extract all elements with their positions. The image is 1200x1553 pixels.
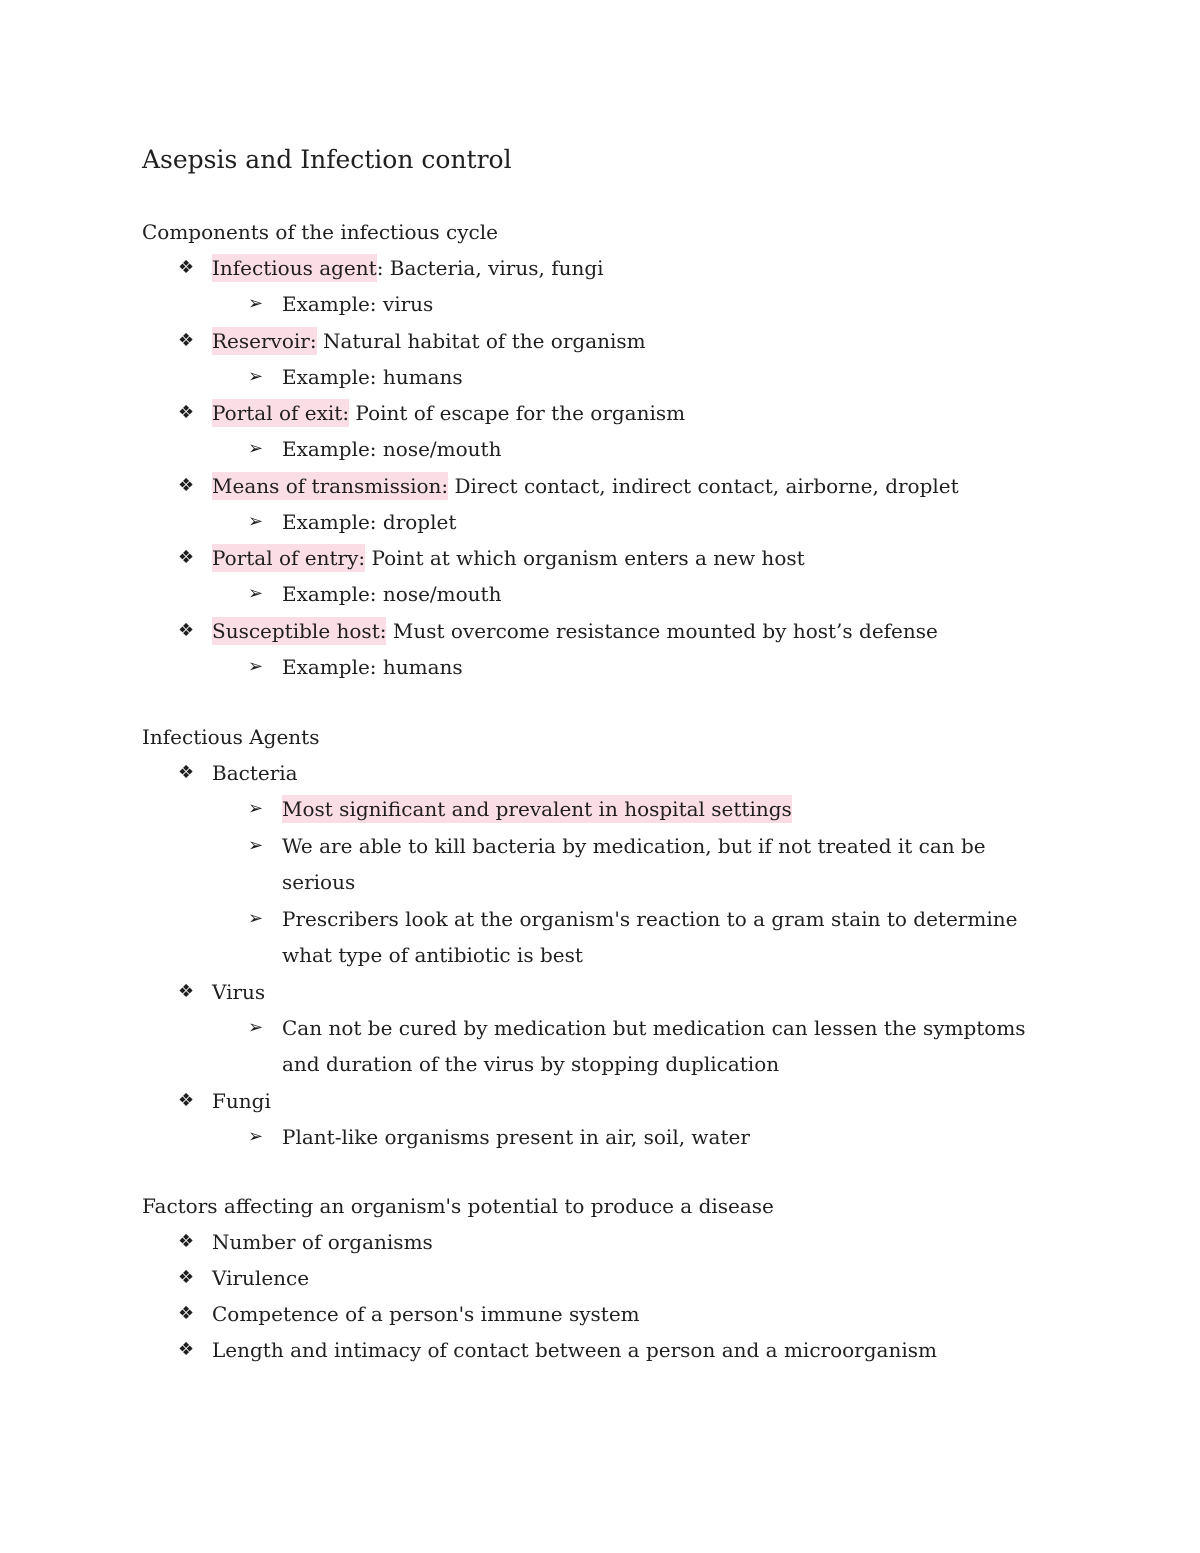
arrow-bullet-icon: ➢ (248, 583, 264, 604)
sub-list-item (142, 576, 1062, 613)
diamond-bullet-icon: ❖ (178, 619, 195, 641)
item-text: Must overcome resistance mounted by host’s defense (386, 618, 938, 643)
sub-list-item (142, 791, 1062, 828)
highlighted-term: Reservoir: (212, 328, 317, 353)
list-item (142, 250, 1082, 323)
sub-list-item (142, 901, 1062, 974)
arrow-bullet-icon: ➢ (248, 438, 264, 459)
sub-list-item (142, 649, 1062, 686)
section-disease-factors (142, 1188, 1082, 1368)
arrow-bullet-icon: ➢ (248, 907, 264, 929)
highlighted-sub-item-text: Most significant and prevalent in hospital settings (282, 797, 792, 821)
sub-list-item (142, 504, 1062, 541)
diamond-bullet-icon: ❖ (178, 474, 195, 496)
item-text: : Bacteria, virus, fungi (376, 256, 604, 280)
sub-item-text: Plant-like organisms present in air, soil, water (282, 1124, 750, 1149)
diamond-bullet-icon: ❖ (178, 1339, 195, 1360)
section-heading: Components of the infectious cycle (142, 220, 498, 244)
sub-item-text: Example: humans (282, 364, 463, 389)
item-text: Fungi (212, 1088, 271, 1113)
diamond-bullet-icon: ❖ (178, 980, 195, 1002)
list-item (142, 1083, 1082, 1156)
sub-list-item (142, 431, 1062, 468)
list-item (142, 395, 1082, 468)
arrow-bullet-icon: ➢ (248, 1016, 264, 1038)
diamond-bullet-icon: ❖ (178, 329, 195, 351)
diamond-bullet-icon: ❖ (178, 1231, 195, 1252)
list-item (142, 1332, 1082, 1368)
item-text: Virulence (212, 1266, 310, 1290)
highlighted-term: Susceptible host: (212, 618, 387, 643)
sub-list-item (142, 1119, 1062, 1156)
bullet-list (142, 250, 1082, 685)
sub-item-text: Prescribers look at the organism's reaction to a gram stain to determine what type of antibiotic is best (282, 906, 1018, 967)
diamond-bullet-icon: ❖ (178, 257, 195, 278)
diamond-bullet-icon: ❖ (178, 762, 195, 783)
item-text: Point at which organism enters a new host (365, 546, 805, 570)
list-item (142, 613, 1082, 686)
sub-list-item (142, 1010, 1062, 1083)
highlighted-term: Infectious agent (212, 256, 377, 280)
section-heading: Factors affecting an organism's potential to produce a disease (142, 1194, 774, 1218)
diamond-bullet-icon: ❖ (178, 1089, 195, 1111)
arrow-bullet-icon: ➢ (248, 798, 264, 819)
section-heading: Infectious Agents (142, 725, 320, 749)
highlighted-term: Portal of exit: (212, 401, 350, 425)
sub-item-text: Example: nose/mouth (282, 437, 502, 461)
bullet-list (142, 755, 1082, 1155)
section-infectious-cycle (142, 214, 1082, 685)
list-item (142, 468, 1082, 541)
arrow-bullet-icon: ➢ (248, 1125, 264, 1147)
highlighted-term: Means of transmission: (212, 473, 449, 498)
item-text: Number of organisms (212, 1230, 433, 1254)
diamond-bullet-icon: ❖ (178, 402, 195, 423)
highlighted-term: Portal of entry: (212, 546, 366, 570)
sub-list-item (142, 359, 1062, 396)
sub-item-text: Can not be cured by medication but medication can lessen the symptoms and duration of the virus by stopping duplication (282, 1015, 1026, 1076)
arrow-bullet-icon: ➢ (248, 365, 264, 387)
sub-item-text: We are able to kill bacteria by medication, but if not treated it can be serious (282, 833, 986, 894)
sub-item-text: Example: droplet (282, 509, 457, 534)
item-text: Natural habitat of the organism (316, 328, 646, 353)
arrow-bullet-icon: ➢ (248, 293, 264, 314)
sub-list-item (142, 828, 1062, 901)
page-title: Asepsis and Infection control (142, 145, 512, 174)
sub-item-text: Example: nose/mouth (282, 582, 502, 606)
item-text: Point of escape for the organism (349, 401, 686, 425)
list-item (142, 540, 1082, 613)
item-text: Competence of a person's immune system (212, 1302, 640, 1326)
item-text: Bacteria (212, 761, 298, 785)
item-text: Length and intimacy of contact between a person and a microorganism (212, 1338, 937, 1362)
list-item (142, 974, 1082, 1083)
list-item (142, 755, 1082, 974)
list-item (142, 1224, 1082, 1260)
bullet-list (142, 1224, 1082, 1368)
sub-item-text: Example: virus (282, 292, 434, 316)
arrow-bullet-icon: ➢ (248, 834, 264, 856)
list-item (142, 1260, 1082, 1296)
item-text: Virus (212, 979, 266, 1004)
diamond-bullet-icon: ❖ (178, 1267, 195, 1288)
arrow-bullet-icon: ➢ (248, 655, 264, 677)
item-text: Direct contact, indirect contact, airborne, droplet (448, 473, 959, 498)
list-item (142, 323, 1082, 396)
list-item (142, 1296, 1082, 1332)
diamond-bullet-icon: ❖ (178, 547, 195, 568)
arrow-bullet-icon: ➢ (248, 510, 264, 532)
sub-list-item (142, 286, 1062, 323)
diamond-bullet-icon: ❖ (178, 1303, 195, 1324)
sub-item-text: Example: humans (282, 654, 463, 679)
section-infectious-agents (142, 719, 1082, 1155)
